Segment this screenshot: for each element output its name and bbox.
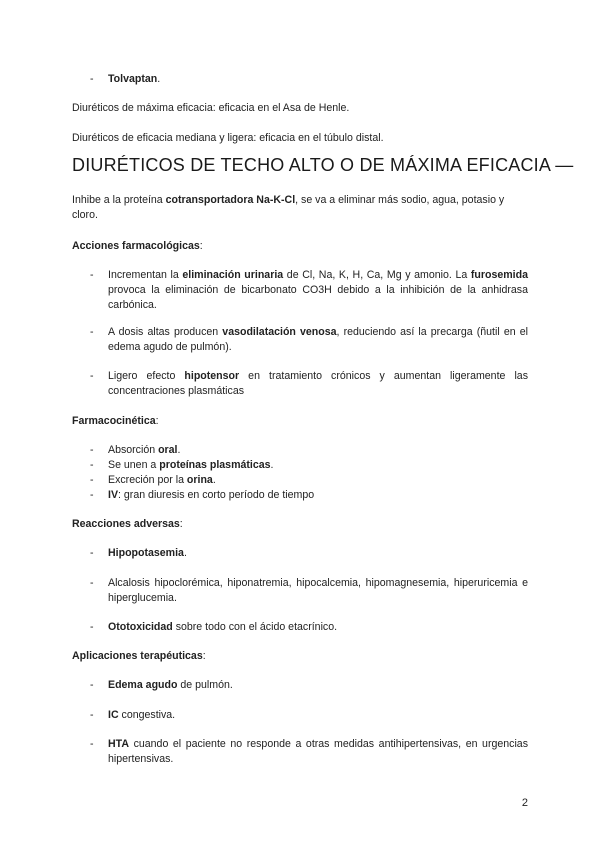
list-item-tolvaptan: - Tolvaptan. [90,73,161,85]
list-item: - Se unen a proteínas plasmáticas. [90,459,274,471]
subheading-acciones: Acciones farmacológicas: [72,240,203,252]
paragraph-maxima-eficacia: Diuréticos de máxima eficacia: eficacia en el Asa de Henle. [72,102,350,114]
list-item: - Absorción oral. [90,444,181,456]
list-item: - IV: gran diuresis en corto período de tiempo [90,489,315,501]
list-item: - Edema agudo de pulmón. [90,679,233,691]
list-item: - Ototoxicidad sobre todo con el ácido etacrínico. [90,621,338,633]
page-number: 2 [521,797,528,809]
list-item: - Ligero efecto hipotensor en tratamiento crónicos y aumentan ligeramente las concentraciones plasmáticas [90,370,528,397]
list-item: - Incrementan la eliminación urinaria de Cl, Na, K, H, Ca, Mg y amonio. La furosemida provoca la eliminación de bicarbonato CO3H debido a la inhibición de la anhidrasa carbónica. [90,269,528,311]
list-item: - Alcalosis hipoclorémica, hiponatremia, hipocalcemia, hipomagnesemia, hiperuricemia e hiperglucemia. [90,577,528,604]
list-item: - A dosis altas producen vasodilatación venosa, reduciendo así la precarga (ñutil en el edema agudo de pulmón). [90,326,528,353]
list-item: - IC congestiva. [90,709,176,721]
paragraph-eficacia-mediana: Diuréticos de eficacia mediana y ligera: eficacia en el túbulo distal. [72,132,384,144]
section-heading: DIURÉTICOS DE TECHO ALTO O DE MÁXIMA EFICACIA — [72,155,574,175]
subheading-aplicaciones: Aplicaciones terapéuticas: [72,650,206,662]
list-item: - Excreción por la orina. [90,474,216,486]
list-item: - Hipopotasemia. [90,547,187,559]
paragraph-inhibe: Inhibe a la proteína cotransportadora Na-K-Cl, se va a eliminar más sodio, agua, potasio y cloro. [72,194,505,221]
list-item: - HTA cuando el paciente no responde a otras medidas antihipertensivas, en urgencias hipertensivas. [90,738,528,765]
bold-term: Tolvaptan [108,73,158,85]
subheading-farmacocinetica: Farmacocinética: [72,415,159,427]
list-dash: - [90,73,94,85]
bold-term: cotransportadora Na-K-Cl [165,194,296,206]
subheading-reacciones: Reacciones adversas: [72,518,183,530]
